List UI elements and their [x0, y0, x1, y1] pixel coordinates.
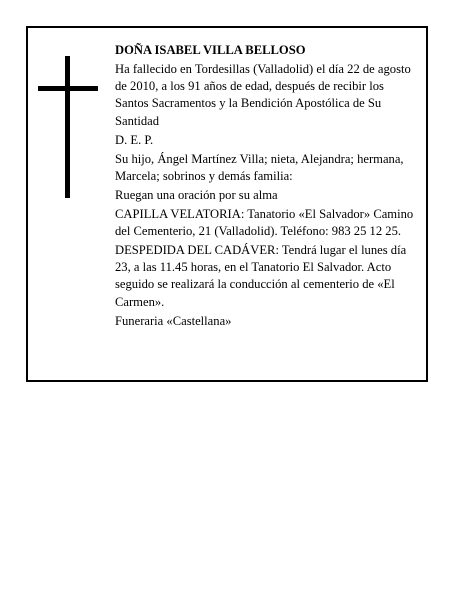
death-announcement: Ha fallecido en Tordesillas (Valladolid) el día 22 de agosto de 2010, a los 91 años de edad, después de recibir los Santos Sacramentos y la Bendición Apostólica de Su Santidad [115, 62, 411, 128]
wake-chapel: CAPILLA VELATORIA: Tanatorio «El Salvador» Camino del Cementerio, 21 (Valladolid). Teléfono: 983 25 12 25. [115, 206, 414, 239]
funeral-home: Funeraria «Castellana» [115, 313, 232, 328]
prayer-request: Ruegan una oración por su alma [115, 187, 278, 202]
family-members: Su hijo, Ángel Martínez Villa; nieta, Alejandra; hermana, Marcela; sobrinos y demás familia: [115, 151, 404, 183]
cross-icon [38, 56, 98, 198]
funeral-farewell: DESPEDIDA DEL CADÁVER: Tendrá lugar el lunes día 23, a las 11.45 horas, en el Tanatorio El Salvador. Acto seguido se realizará la conducción al cementerio de «El Carmen». [115, 243, 407, 309]
cross-horizontal-bar [38, 86, 98, 91]
obituary-notice [26, 26, 428, 382]
rest-in-peace: D. E. P. [115, 132, 154, 147]
notice-text [115, 42, 415, 332]
deceased-name: DOÑA ISABEL VILLA BELLOSO [115, 43, 306, 57]
cross-vertical-bar [65, 56, 70, 198]
